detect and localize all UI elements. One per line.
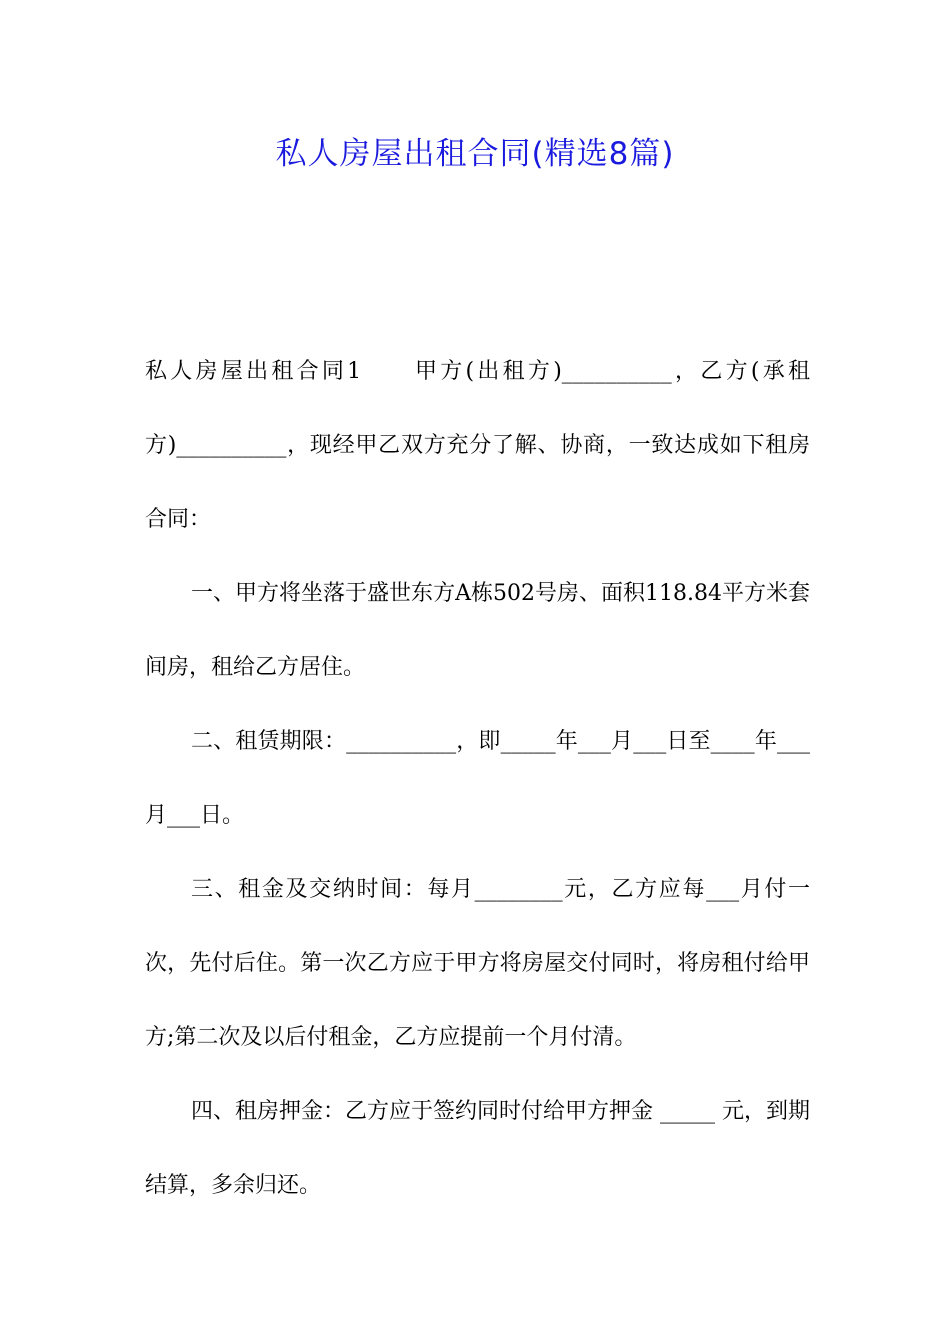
document-body — [145, 335, 810, 1223]
document-title: 私人房屋出租合同(精选8篇) — [275, 136, 675, 172]
paragraph-clause-3: 三、租金及交纳时间：每月________元，乙方应每___月付一次，先付后住。第一次乙方应于甲方将房屋交付同时，将房租付给甲方;第二次及以后付租金，乙方应提前一个月付清。 — [145, 877, 810, 1050]
paragraph-clause-1: 一、甲方将坐落于盛世东方A栋502号房、面积118.84平方米套间房，租给乙方居住。 — [145, 581, 810, 680]
paragraph-clause-2: 二、租赁期限：__________，即_____年___月___日至____年___月___日。 — [145, 729, 810, 828]
paragraph-intro: 私人房屋出租合同1 甲方(出租方)__________，乙方(承租方)__________，现经甲乙双方充分了解、协商，一致达成如下租房合同： — [145, 359, 810, 532]
paragraph-clause-4: 四、租房押金：乙方应于签约同时付给甲方押金 _____ 元，到期结算，多余归还。 — [145, 1099, 810, 1198]
